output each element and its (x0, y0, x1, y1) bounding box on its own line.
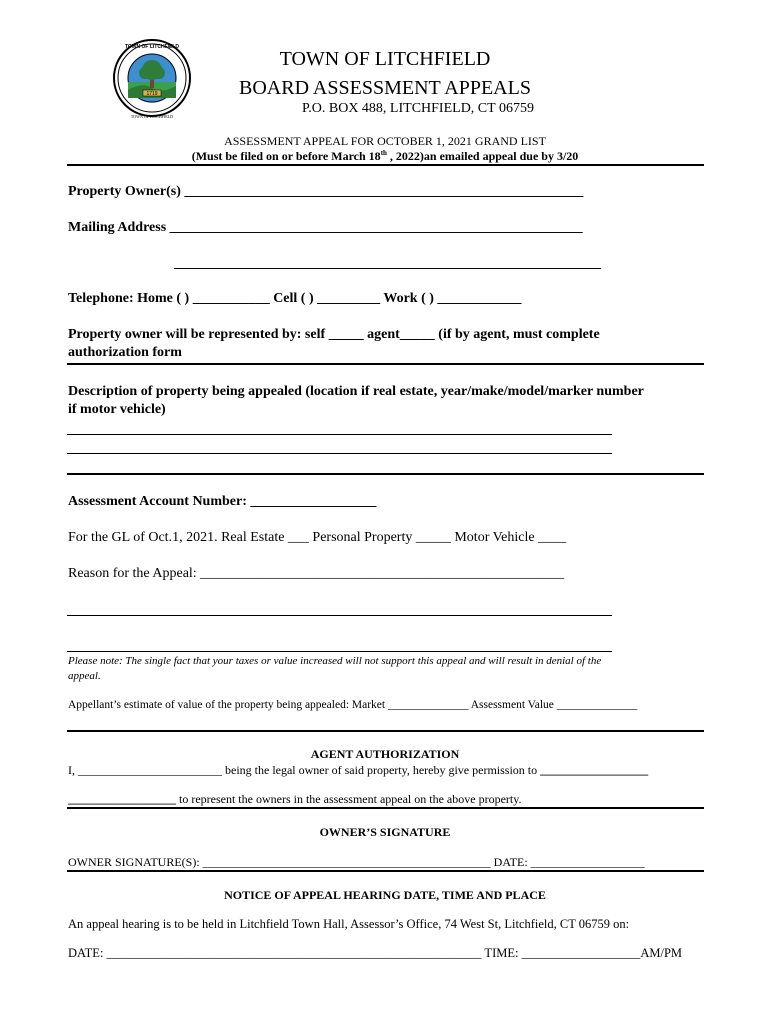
agent-permission-line2[interactable] (68, 792, 521, 807)
owner-field[interactable]: Property Owner(s) _________________________________________________________ (68, 184, 584, 199)
mailing-address-line2[interactable]: _____________________________________________________________ (174, 256, 601, 271)
note-line1: Please note: The single fact that your taxes or value increased will not support this appeal and will result in denial of the (68, 655, 602, 667)
seal-text: TOWN OF LITCHFIELD (124, 44, 180, 50)
telephone-field[interactable]: Telephone: Home ( ) ___________ Cell ( ) _________ Work ( ) ____________ (68, 291, 522, 306)
subtitle-sup: th (380, 149, 387, 157)
description-blank-2[interactable] (67, 453, 612, 454)
divider (67, 164, 704, 166)
notice-heading: NOTICE OF APPEAL HEARING DATE, TIME AND PLACE (224, 888, 546, 902)
reason-blank-2[interactable] (67, 651, 612, 652)
description-blank-1[interactable] (67, 434, 612, 435)
representation-line1: Property owner will be represented by: self _____ agent_____ (if by agent, must complete (68, 327, 600, 342)
agent-line2-text: to represent the owners in the assessment appeal on the above property. (176, 792, 522, 806)
agent-line1-text: I, ________________________ being the legal owner of said property, hereby give permission to (68, 763, 541, 777)
divider (67, 363, 704, 365)
divider (67, 730, 704, 732)
note-line2: appeal. (68, 670, 101, 682)
agent-heading: AGENT AUTHORIZATION (310, 747, 460, 761)
agent-name-blank[interactable]: __________________ (68, 792, 176, 806)
reason-field[interactable]: Reason for the Appeal: ____________________________________________________ (68, 566, 565, 581)
town-seal-logo (112, 38, 192, 118)
town-title: TOWN OF LITCHFIELD (279, 48, 491, 70)
reason-blank-1[interactable] (67, 615, 612, 616)
subtitle-line2-a: (Must be filed on or before March 18 (191, 149, 381, 163)
estimate-field[interactable]: Appellant’s estimate of value of the property being appealed: Market ______________ Assessment Value ______________ (68, 699, 638, 711)
divider (67, 870, 704, 872)
agent-permission-line1[interactable] (68, 763, 648, 778)
board-title: BOARD ASSESSMENT APPEALS (239, 77, 531, 99)
subtitle-line2 (180, 149, 590, 164)
seal-caption: TOWN OF LITCHFIELD (130, 114, 174, 119)
divider (67, 473, 704, 475)
mailing-address-field[interactable]: Mailing Address ___________________________________________________________ (68, 220, 583, 235)
description-label-line2: if motor vehicle) (68, 402, 166, 417)
grand-list-field[interactable]: For the GL of Oct.1, 2021. Real Estate ___ Personal Property _____ Motor Vehicle ____ (68, 530, 567, 545)
account-number-field[interactable]: Assessment Account Number: __________________ (68, 494, 377, 509)
description-label-line1: Description of property being appealed (location if real estate, year/make/model/marker number (68, 384, 644, 399)
hearing-date-time-field[interactable]: DATE: ____________________________________________________________ TIME: ___________________AM/PM (68, 946, 683, 960)
agent-blank[interactable]: __________________ (540, 763, 649, 777)
signature-heading: OWNER’S SIGNATURE (319, 825, 451, 839)
representation-line2: authorization form (68, 345, 182, 360)
notice-text: An appeal hearing is to be held in Litchfield Town Hall, Assessor’s Office, 74 West St, Litchfield, CT 06759 on: (68, 917, 630, 931)
address: P.O. BOX 488, LITCHFIELD, CT 06759 (302, 101, 534, 116)
divider (67, 807, 704, 809)
owner-signature-field[interactable]: OWNER SIGNATURE(S): ________________________________________________ DATE: ___________________ (68, 855, 645, 869)
seal-year: 1719 (146, 91, 158, 97)
subtitle-line2-b: , 2022)an emailed appeal due by 3/20 (386, 149, 579, 163)
subtitle-line1: ASSESSMENT APPEAL FOR OCTOBER 1, 2021 GRAND LIST (224, 134, 546, 148)
